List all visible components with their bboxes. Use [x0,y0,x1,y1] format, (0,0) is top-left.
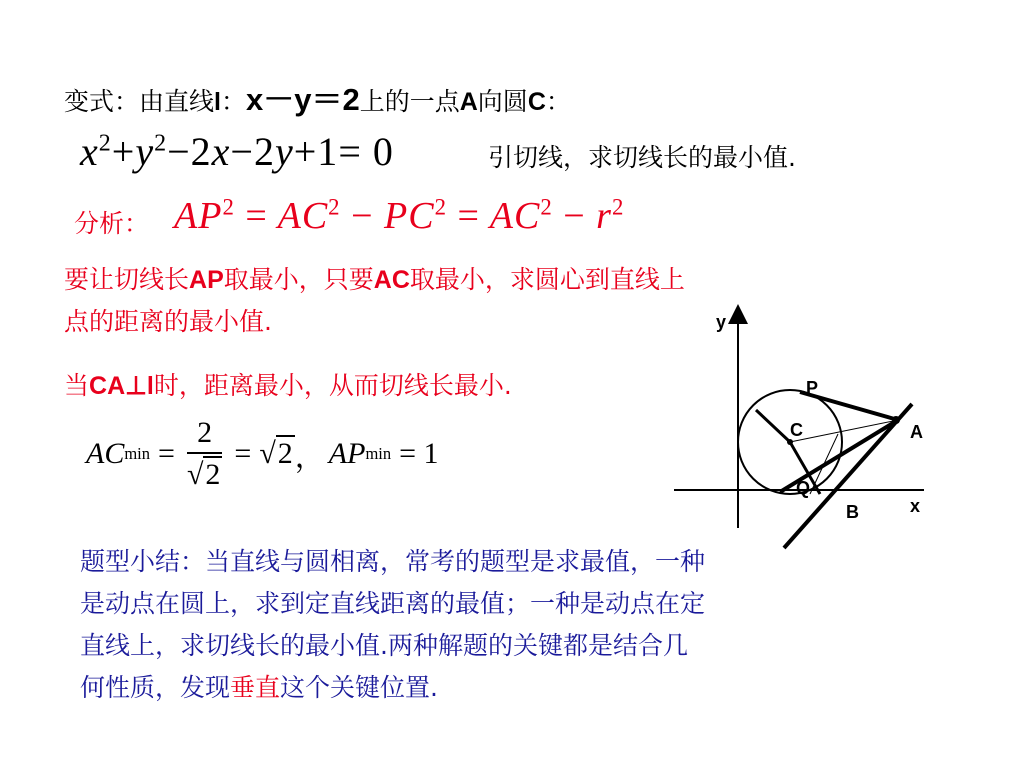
label-a: A [910,422,923,442]
analysis-label: 分析： [74,209,150,238]
line-equation: x－y＝2 [245,82,360,117]
summary-line1: 题型小结：当直线与圆相离，常考的题型是求最值，一种 [80,547,706,576]
line-name: l [214,88,221,116]
summary-line4: 何性质，发现垂直这个关键位置. [80,673,438,702]
summary-line2: 是动点在圆上，求到定直线距离的最值；一种是动点在定 [80,589,706,618]
colon: ： [220,87,246,116]
analysis-text-line3: 当CA⊥l时，距离最小，从而切线长最小. [64,371,512,400]
problem-prefix: 变式：由直线 [64,87,215,116]
point-a: A [459,88,478,116]
problem-mid2: 向圆 [477,87,528,116]
problem-mid: 上的一点 [359,87,460,116]
problem-statement-line1 [64,74,571,119]
y-axis-label: y [716,312,727,332]
circle-equation: $x^2+y^2-2x-2y+1= 0$ [80,129,394,174]
analysis-text-line1: 要让切线长AP取最小，只要AC取最小，求圆心到直线上 [64,265,685,294]
fraction: $\frac{2}{√2}$ [186,416,221,491]
circle-c: C [527,88,546,116]
highlight-perpendicular: 垂直 [230,673,281,702]
analysis-text-line2: 点的距离的最小值. [64,307,272,336]
label-b: B [846,502,859,522]
result-formula: AC min = $\frac{2}{√2}$ = √2 ， AP min = 1 [86,416,439,491]
problem-statement-line2: 引切线，求切线长的最小值. [488,143,796,172]
thin-line [810,434,838,494]
geometry-diagram [660,300,940,550]
summary-line3: 直线上，求切线长的最小值.两种解题的关键都是结合几 [80,631,688,660]
label-c: C [790,420,803,440]
radius-cp [756,410,790,442]
x-axis-label: x [910,496,921,516]
point-a-dot [892,416,900,424]
problem-end: ： [545,87,571,116]
label-q: Q [796,478,811,498]
analysis-formula: $AP^2 = AC^2 - PC^2 = AC^2 - r^2$ [174,194,625,237]
label-p: P [806,378,819,398]
